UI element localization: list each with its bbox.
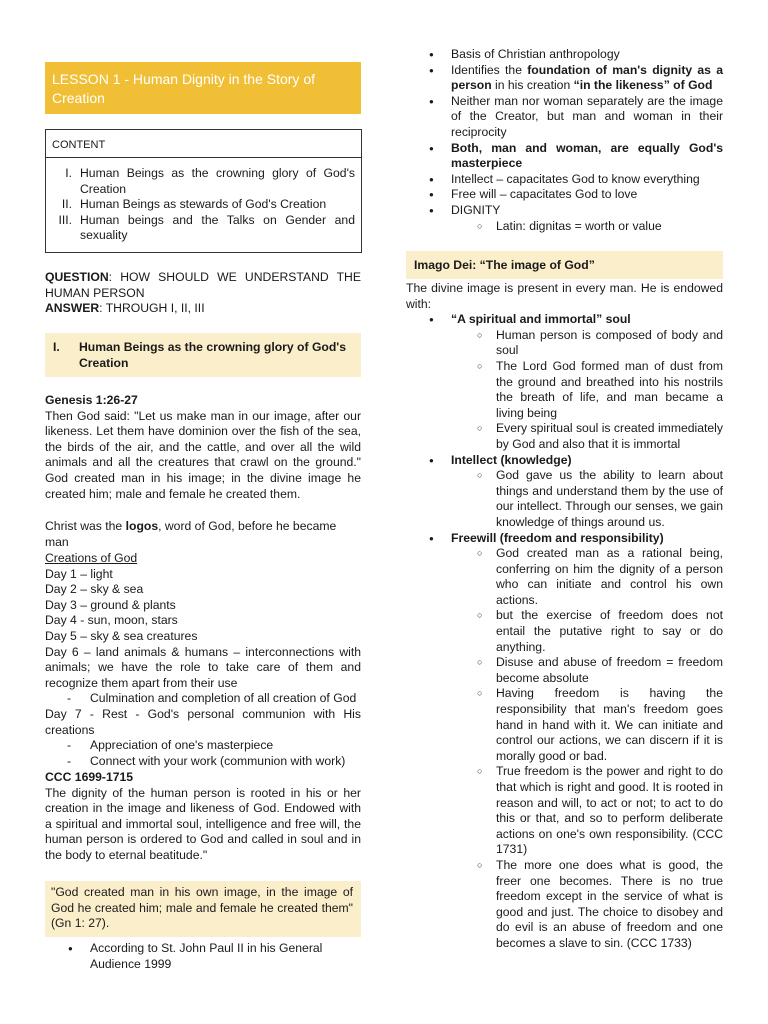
sub-list-item: ○ Every spiritual soul is created immediately by God and also that it is immortal xyxy=(406,421,723,452)
question-line: QUESTION: HOW SHOULD WE UNDERSTAND THE HUMAN PERSON xyxy=(45,270,361,300)
imago-intro: The divine image is present in every man. He is endowed with: xyxy=(406,281,723,311)
dignity-sub-item: ○ Latin: dignitas = worth or value xyxy=(406,219,723,235)
genesis-text: Then God said: "Let us make man in our image, after our likeness. Let them have dominion over the fish of the sea, the birds of the air, and the cattle, and over all the wild animals and all the creatures that crawl on the ground." God created man in his image; in the divine image he created him; male and female he created them. xyxy=(45,408,361,501)
bottom-bullet-list xyxy=(45,941,361,972)
list-item: ● Identifies the foundation of man's dignity as a person in his creation “in the likeness” of God xyxy=(406,63,723,94)
ccc-block xyxy=(45,770,361,864)
content-list xyxy=(58,166,355,244)
genesis-heading: Genesis 1:26-27 xyxy=(45,393,138,407)
day-line: Day 3 – ground & plants xyxy=(45,597,176,612)
ccc-text: The dignity of the human person is rooted in his or her creation in the image and likeness of God. Endowed with a spiritual and immortal soul, intelligence and free will, the human person is ordered to God and called in soul and in the body to eternal beatitude." xyxy=(45,785,361,862)
list-item: ● According to St. John Paul II in his General Audience 1999 xyxy=(45,941,361,972)
lesson-title-banner: LESSON 1 - Human Dignity in the Story of Creation xyxy=(45,62,361,114)
day-sub-item: - Appreciation of one's masterpiece xyxy=(45,738,361,754)
intellect-heading: ● Intellect (knowledge) xyxy=(406,453,723,469)
content-item: III. Human beings and the Talks on Gender and sexuality xyxy=(58,212,355,243)
sub-list-item: ○ God gave us the ability to learn about things and understand them by the use of our intellect. Through our senses, we gain knowledge of things around us. xyxy=(406,468,723,530)
sub-list-item: ○ Disuse and abuse of freedom = freedom become absolute xyxy=(406,655,723,686)
list-item: ● Intellect – capacitates God to know everything xyxy=(406,172,723,188)
ccc-heading: CCC 1699-1715 xyxy=(45,770,134,784)
sub-list-item: ○ but the exercise of freedom does not entail the putative right to say or do anything. xyxy=(406,608,723,655)
day-line: Day 5 – sky & sea creatures xyxy=(45,628,198,643)
logos-line: Christ was the logos, word of God, before he became man xyxy=(45,519,337,549)
content-box xyxy=(45,129,362,253)
soul-heading: ● “A spiritual and immortal” soul xyxy=(406,312,723,328)
genesis-block xyxy=(45,393,361,502)
day-line: Day 1 – light xyxy=(45,566,113,581)
content-heading: CONTENT xyxy=(46,130,361,158)
intellect-list xyxy=(406,468,723,530)
creations-heading: Creations of God xyxy=(45,551,138,565)
content-item: II. Human Beings as stewards of God's Creation xyxy=(61,197,327,212)
sub-list-item: ○ The Lord God formed man of dust from the ground and breathed into his nostrils the breath of life, and man became a living being xyxy=(406,359,723,421)
genesis-quote: "God created man in his own image, in the image of God he created him; male and female he created them" (Gn 1: 27). xyxy=(45,881,361,937)
day-sub-item: - Connect with your work (communion with work) xyxy=(45,754,361,770)
day-line: Day 2 – sky & sea xyxy=(45,582,144,597)
freewill-heading: ● Freewill (freedom and responsibility) xyxy=(406,531,723,547)
soul-list xyxy=(406,328,723,453)
day-sub-item: - Culmination and completion of all creation of God xyxy=(45,691,361,707)
sub-list-item: ○ True freedom is the power and right to do that which is right and good. It is rooted in reason and will, to act or not; to act to do this or that, and so to perform deliberate actions on one's own responsibility. (CCC 1731) xyxy=(406,764,723,858)
section-1-heading: I. Human Beings as the crowning glory of God's Creation xyxy=(45,333,361,377)
imago-dei-block xyxy=(406,281,723,952)
sub-list-item: ○ Human person is composed of body and soul xyxy=(406,328,723,359)
answer-line: ANSWER: THROUGH I, II, III xyxy=(45,301,205,316)
anthropology-list xyxy=(406,47,723,234)
day-line: Day 4 - sun, moon, stars xyxy=(45,613,178,628)
list-item: ● Free will – capacitates God to love xyxy=(406,187,723,203)
list-item: ● DIGNITY xyxy=(406,203,723,219)
sub-list-item: ○ God created man as a rational being, conferring on him the dignity of a person who can initiate and control his own actions. xyxy=(406,546,723,608)
sub-list-item: ○ Having freedom is having the responsibility that man's freedom goes hand in hand with it. We can initiate and control our actions, we can discern if it is morally good or bad. xyxy=(406,686,723,764)
content-item: I. Human Beings as the crowning glory of God's Creation xyxy=(65,166,355,196)
question-block xyxy=(45,270,361,317)
day-line: Day 6 – land animals & humans – interconnections with animals; we have the role to take care of them and recognize them apart from their use xyxy=(45,644,361,690)
list-item: ● Basis of Christian anthropology xyxy=(406,47,723,63)
creations-block xyxy=(45,551,361,769)
freewill-list xyxy=(406,546,723,951)
day-line: Day 7 - Rest - God's personal communion with His creations xyxy=(45,706,361,737)
sub-list-item: ○ The more one does what is good, the freer one becomes. There is no true freedom except in the service of what is good and just. The choice to disobey and do evil is an abuse of freedom and one becomes a slave to sin. (CCC 1733) xyxy=(406,858,723,952)
list-item: ● Neither man nor woman separately are the image of the Creator, but man and woman in their reciprocity xyxy=(406,94,723,141)
imago-dei-heading: Imago Dei: “The image of God” xyxy=(406,251,723,279)
list-item: ● Both, man and woman, are equally God's masterpiece xyxy=(406,141,723,172)
